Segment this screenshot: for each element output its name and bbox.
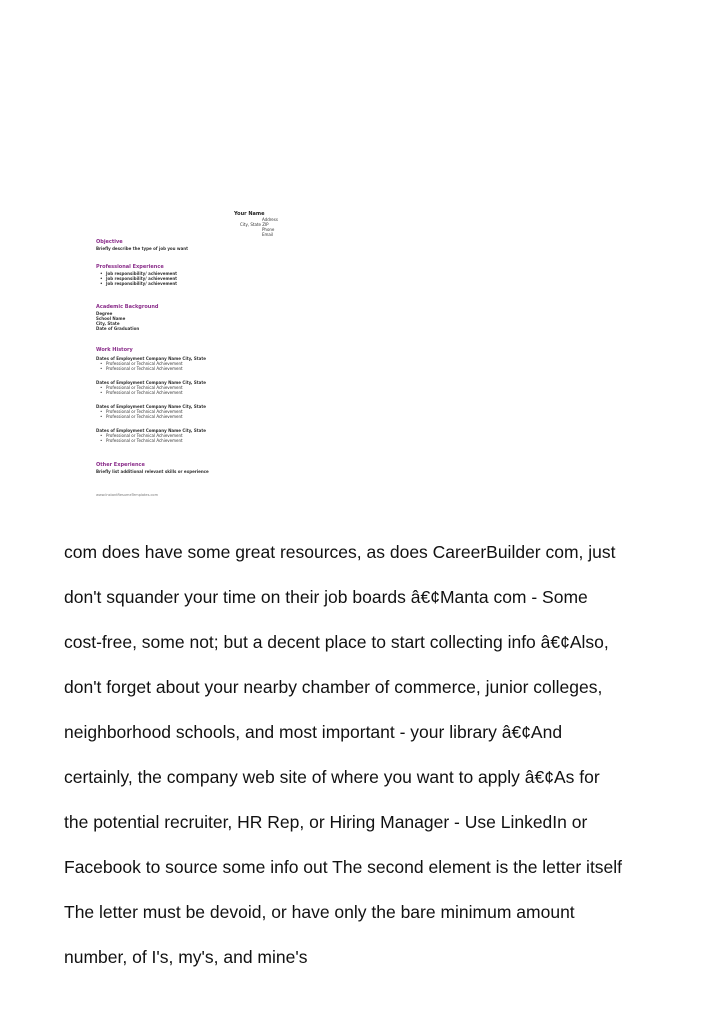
experience-section [96, 264, 177, 286]
resume-phone: Phone [262, 227, 275, 232]
resume-thumbnail [96, 212, 316, 502]
article-line: number, of I's, my's, and mine's [64, 946, 308, 967]
job-item: • Professional or Technical Achievement [96, 409, 206, 414]
resume-email: Email [262, 232, 274, 237]
academic-heading: Academic Background [96, 304, 159, 310]
job-header: Dates of Employment Company Name City, State [96, 404, 206, 409]
job-item: • Professional or Technical Achievement [96, 385, 206, 390]
article-line: cost-free, some not; but a decent place to start collecting info â€¢Also, [64, 631, 609, 652]
experience-item: • Job responsibility/ achievement [96, 276, 177, 281]
resume-address: Address [262, 217, 278, 222]
article-line: com does have some great resources, as does CareerBuilder com, just [64, 541, 616, 562]
job-header: Dates of Employment Company Name City, State [96, 428, 206, 433]
article-line: don't forget about your nearby chamber of commerce, junior colleges, [64, 676, 603, 697]
job-item: • Professional or Technical Achievement [96, 414, 206, 419]
other-heading: Other Experience [96, 462, 145, 468]
work-heading: Work History [96, 347, 133, 353]
job-entry [96, 356, 206, 371]
job-item: • Professional or Technical Achievement [96, 366, 206, 371]
job-item: • Professional or Technical Achievement [96, 390, 206, 395]
job-header: Dates of Employment Company Name City, State [96, 380, 206, 385]
job-header: Dates of Employment Company Name City, State [96, 356, 206, 361]
job-entry [96, 404, 206, 419]
article-line: certainly, the company web site of where you want to apply â€¢As for [64, 766, 600, 787]
job-item: • Professional or Technical Achievement [96, 361, 206, 366]
objective-heading: Objective [96, 239, 123, 245]
academic-line: School Name [96, 316, 126, 321]
academic-line: City, State [96, 321, 120, 326]
work-history-section [96, 347, 206, 443]
academic-line: Degree [96, 311, 113, 316]
article-line: The letter must be devoid, or have only the bare minimum amount [64, 901, 575, 922]
job-item: • Professional or Technical Achievement [96, 433, 206, 438]
resume-header [234, 212, 278, 237]
experience-item: • Job responsibility/ achievement [96, 271, 177, 276]
article-line: the potential recruiter, HR Rep, or Hiring Manager - Use LinkedIn or [64, 811, 588, 832]
job-entry [96, 428, 206, 443]
other-text: Briefly list additional relevant skills or experience [96, 469, 209, 474]
academic-section [96, 304, 158, 331]
article-line: Facebook to source some info out The second element is the letter itself [64, 856, 623, 877]
article-body [64, 518, 720, 991]
experience-heading: Professional Experience [96, 264, 164, 270]
job-item: • Professional or Technical Achievement [96, 438, 206, 443]
article-line: don't squander your time on their job boards â€¢Manta com - Some [64, 586, 588, 607]
objective-section [96, 239, 188, 251]
academic-line: Date of Graduation [96, 326, 140, 331]
article-line: neighborhood schools, and most important - your library â€¢And [64, 721, 563, 742]
job-entry [96, 380, 206, 395]
resume-city-state-zip: City, State ZIP [240, 222, 269, 227]
objective-text: Briefly describe the type of job you want [96, 246, 189, 251]
resume-footer-url: www.InstantResumeTemplates.com [96, 493, 158, 497]
resume-name: Your Name [234, 211, 265, 217]
experience-item: • Job responsibility/ achievement [96, 281, 177, 286]
other-experience-section [96, 462, 209, 474]
